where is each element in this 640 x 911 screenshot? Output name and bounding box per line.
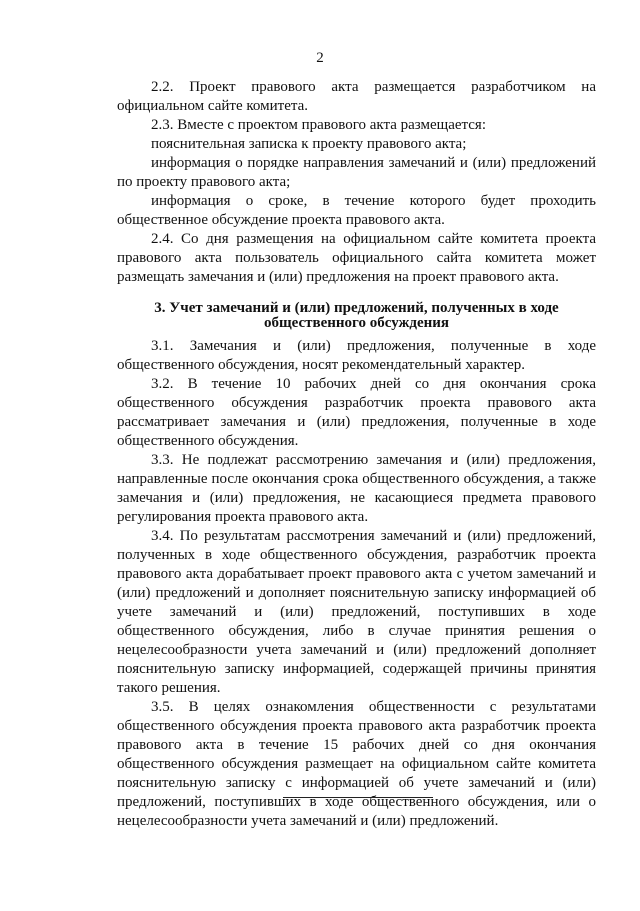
paragraph-2-2: 2.2. Проект правового акта размещается разработчиком на официальном сайте комитета. [117, 79, 596, 114]
paragraph-3-3: 3.3. Не подлежат рассмотрению замечания и (или) предложения, направленные после окончания срока общественного обсуждения, а также замечания и (или) предложения, не касающиеся предмета правового регулирования проекта правового акта. [117, 452, 596, 525]
paragraph-3-4: 3.4. По результатам рассмотрения замечаний и (или) предложений, полученных в ходе общественного обсуждения, разработчик проекта правового акта дорабатывает проект правового акта с учетом замечаний и (или) предложений и дополняет пояснительную записку информацией об учете замечаний и (или) предложений, поступивших в ходе общественного обсуждения, либо в случае принятия решения о нецелесообразности учета замечаний и (или) предложений дополняет пояснительную записку информацией, содержащей причины принятия такого решения. [117, 528, 596, 696]
paragraph-3-2: 3.2. В течение 10 рабочих дней со дня окончания срока общественного обсуждения разработчик проекта правового акта рассматривает замечания и (или) предложения, полученные в ходе общественного обсуждения. [117, 376, 596, 449]
paragraph-2-4: 2.4. Со дня размещения на официальном сайте комитета проекта правового акта пользователь официального сайта комитета может размещать замечания и (или) предложения на проект правового акта. [117, 231, 596, 285]
paragraph-2-3: 2.3. Вместе с проектом правового акта размещается: [151, 117, 486, 133]
list-item-comments-procedure: информация о порядке направления замечаний и (или) предложений по проекту правового акта; [117, 155, 596, 190]
page-number: 2 [316, 50, 324, 66]
section-3-heading: 3. Учет замечаний и (или) предложений, полученных в ходе общественного обсуждения [154, 300, 559, 331]
end-divider-line [283, 797, 433, 798]
list-item-explanatory-note: пояснительная записка к проекту правового акта; [151, 136, 467, 152]
document-body [117, 78, 596, 831]
paragraph-3-5: 3.5. В целях ознакомления общественности с результатами общественного обсуждения проекта правового акта разработчик проекта правового акта в течение 15 рабочих дней со дня окончания общественного обсуждения размещает на официальном сайте комитета пояснительную записку с информацией об учете замечаний и (или) предложений, поступивших в ходе общественного обсуждения, или о нецелесообразности учета замечаний и (или) предложений. [117, 699, 596, 829]
list-item-discussion-term: информация о сроке, в течение которого будет проходить общественное обсуждение проекта правового акта. [117, 193, 596, 228]
paragraph-3-1: 3.1. Замечания и (или) предложения, полученные в ходе общественного обсуждения, носят рекомендательный характер. [117, 338, 596, 373]
